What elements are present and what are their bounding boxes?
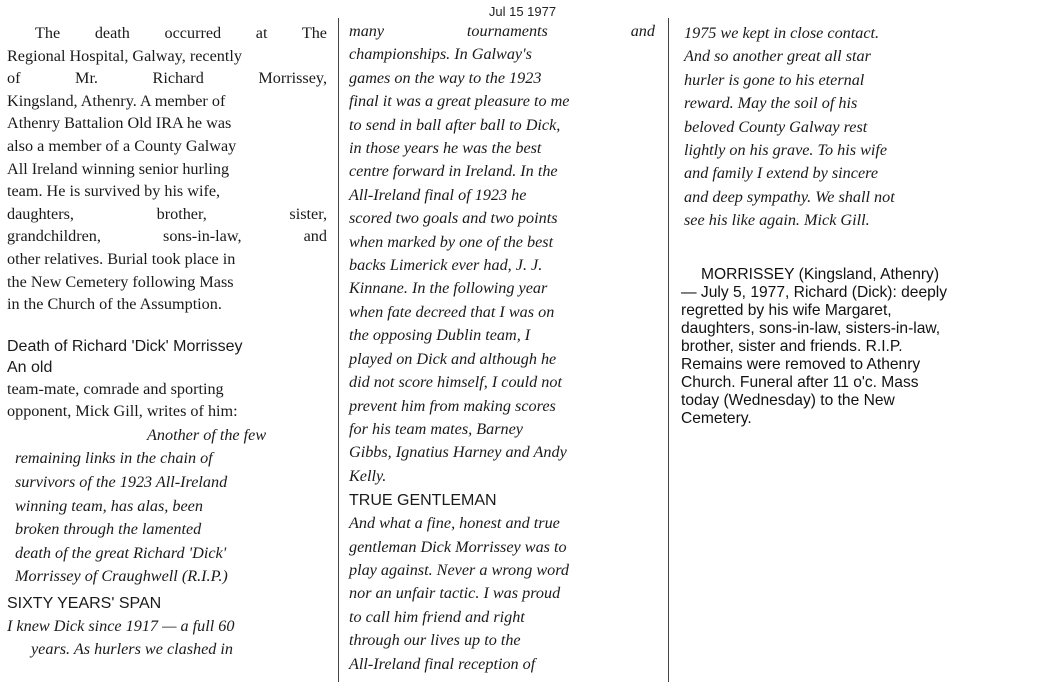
column-rule-2 <box>668 18 669 682</box>
text-line: games on the way to the 1923 <box>349 68 542 87</box>
text-line: Another of the few <box>147 425 267 444</box>
text-line: Gibbs, Ignatius Harney and Andy <box>349 443 567 462</box>
text-line: team. He is survived by his wife, <box>7 182 221 201</box>
column-3 <box>684 22 986 233</box>
tribute-quote <box>7 424 327 589</box>
subhead-sixty-years-span: SIXTY YEARS' SPAN <box>7 594 162 612</box>
text-line: Kelly. <box>349 466 387 485</box>
text-line: All-Ireland final of 1923 he <box>349 185 527 204</box>
column-rule-1 <box>338 18 339 682</box>
text-line: in those years he was the best <box>349 139 542 158</box>
text-line: Morrissey of Craughwell (R.I.P.) <box>15 567 228 586</box>
text-line: team-mate, comrade and sporting <box>7 379 224 398</box>
text-line: All Ireland winning senior hurling <box>7 159 230 178</box>
notice-line: daughters, sons-in-law, sisters-in-law, <box>681 320 941 337</box>
tribute-continued <box>349 20 655 488</box>
notice-line: — July 5, 1977, Richard (Dick): deeply <box>681 284 948 301</box>
text-line: Kingsland, Athenry. A member of <box>7 91 226 110</box>
text-line: years. As hurlers we clashed in <box>31 639 234 658</box>
text-line: daughters, brother, sister, <box>7 204 327 223</box>
text-line: Kinnane. In the following year <box>349 279 548 298</box>
text-line: see his like again. Mick Gill. <box>684 211 870 230</box>
article-headline <box>7 336 327 378</box>
text-line: championships. In Galway's <box>349 45 532 64</box>
headline-line: An old <box>7 358 53 376</box>
text-line: the New Cemetery following Mass <box>7 272 234 291</box>
text-line: broken through the lamented <box>15 520 202 539</box>
text-line: grandchildren, sons-in-law, and <box>7 227 327 246</box>
headline-line: Death of Richard 'Dick' Morrissey <box>7 337 243 355</box>
sixty-years-paragraph <box>7 615 327 661</box>
text-line: centre forward in Ireland. In the <box>349 162 558 181</box>
tribute-closing <box>684 22 986 233</box>
text-line: And so another great all star <box>684 47 871 66</box>
text-line: I knew Dick since 1917 — a full 60 <box>7 616 235 635</box>
text-line: death of the great Richard 'Dick' <box>15 543 227 562</box>
text-line: 1975 we kept in close contact. <box>684 24 880 42</box>
column-2 <box>349 20 655 676</box>
text-line: when fate decreed that I was on <box>349 302 555 321</box>
text-line: other relatives. Burial took place in <box>7 249 236 268</box>
text-line: when marked by one of the best <box>349 232 554 251</box>
text-line: many tournaments and <box>349 22 655 40</box>
text-line: And what a fine, honest and true <box>349 514 560 533</box>
text-line: nor an unfair tactic. I was proud <box>349 584 561 603</box>
text-line: scored two goals and two points <box>349 209 558 228</box>
notice-line: Remains were removed to Athenry <box>681 356 921 373</box>
text-line: backs Limerick ever had, J. J. <box>349 256 543 275</box>
notice-line: Cemetery. <box>681 410 752 427</box>
text-line: also a member of a County Galway <box>7 136 237 155</box>
clipping-date: Jul 15 1977 <box>488 4 557 19</box>
notice-line: brother, sister and friends. R.I.P. <box>681 338 903 355</box>
text-line: played on Dick and although he <box>349 349 557 368</box>
text-line: Regional Hospital, Galway, recently <box>7 46 242 65</box>
text-line: gentleman Dick Morrissey was to <box>349 537 567 556</box>
notice-line: today (Wednesday) to the New <box>681 392 895 409</box>
text-line: through our lives up to the <box>349 631 521 650</box>
text-line: opponent, Mick Gill, writes of him: <box>7 401 238 420</box>
text-line: and deep sympathy. We shall not <box>684 187 895 206</box>
notice-line: MORRISSEY (Kingsland, Athenry) <box>701 266 940 283</box>
text-line: did not score himself, I could not <box>349 373 562 392</box>
text-line: to send in ball after ball to Dick, <box>349 115 561 134</box>
text-line: lightly on his grave. To his wife <box>684 141 888 160</box>
column-1 <box>7 22 327 661</box>
text-line: Athenry Battalion Old IRA he was <box>7 114 232 133</box>
intro-paragraph <box>7 378 327 422</box>
text-line: winning team, has alas, been <box>15 496 203 515</box>
text-line: and family I extend by sincere <box>684 164 879 183</box>
text-line: play against. Never a wrong word <box>349 560 570 579</box>
text-line: survivors of the 1923 All-Ireland <box>15 472 228 491</box>
text-line: for his team mates, Barney <box>349 419 523 438</box>
obituary-paragraph <box>7 22 327 316</box>
text-line: final it was a great pleasure to me <box>349 92 570 111</box>
notice-line: regretted by his wife Margaret, <box>681 302 892 319</box>
text-line: The death occurred at The <box>35 24 327 42</box>
text-line: remaining links in the chain of <box>15 449 213 468</box>
death-notice <box>681 266 1011 428</box>
text-line: the opposing Dublin team, I <box>349 326 531 345</box>
text-line: prevent him from making scores <box>349 396 556 415</box>
text-line: in the Church of the Assumption. <box>7 295 222 314</box>
text-line: reward. May the soil of his <box>684 94 858 113</box>
text-line: beloved County Galway rest <box>684 117 868 136</box>
notice-line: Church. Funeral after 11 o'c. Mass <box>681 374 919 391</box>
text-line: All-Ireland final reception of <box>349 654 536 673</box>
subhead-true-gentleman: TRUE GENTLEMAN <box>349 492 497 510</box>
text-line: to call him friend and right <box>349 607 525 626</box>
true-gentleman-paragraph <box>349 512 655 676</box>
text-line: hurler is gone to his eternal <box>684 70 865 89</box>
text-line: of Mr. Richard Morrissey, <box>7 69 327 88</box>
